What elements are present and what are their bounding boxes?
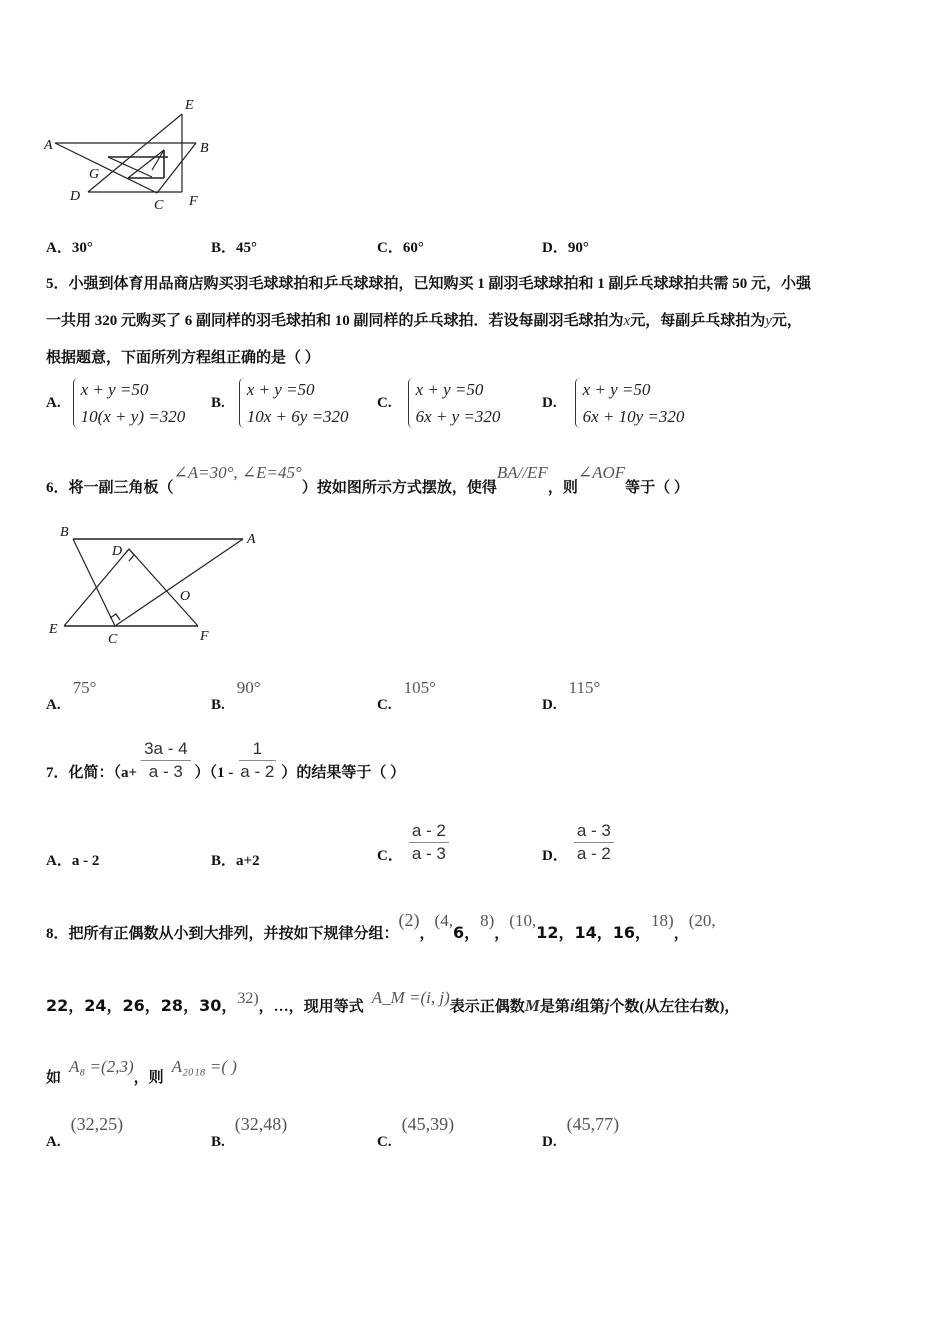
equation: 6x + y =320 <box>415 407 501 426</box>
equation-system <box>575 376 685 430</box>
equation: 10x + 6y =320 <box>246 407 349 426</box>
math-angles: ∠A=30°, ∠E=45° <box>173 463 302 482</box>
q6-option-d[interactable] <box>542 678 601 713</box>
group-1: (2) <box>398 910 420 930</box>
q5-stem-line-2 <box>46 309 802 330</box>
text: 元，每副乒乓球拍为 <box>630 313 766 329</box>
option-value: 90° <box>567 240 589 256</box>
text: 等于（ ） <box>625 480 689 496</box>
option-value: 30° <box>71 240 93 256</box>
group-4-close: 32) <box>237 990 259 1007</box>
q4-label-d: D <box>70 189 81 204</box>
option-label: C. <box>377 394 392 411</box>
fraction <box>409 820 449 865</box>
q6-label-c: C <box>108 632 118 647</box>
q4-label-b: B <box>200 141 209 156</box>
option-label: B． <box>211 240 237 256</box>
text: 6．将一副三角板（ <box>46 480 174 496</box>
q4-option-b[interactable] <box>211 236 257 257</box>
text: ， <box>419 924 435 942</box>
option-value: 105° <box>403 678 436 697</box>
option-label: D. <box>542 1134 557 1150</box>
numerator: 1 <box>239 738 276 761</box>
option-value: 75° <box>72 678 97 697</box>
option-value: (32,48) <box>234 1114 288 1134</box>
q5-stem-line-3: 根据题意，下面所列方程组正确的是（ ） <box>46 350 320 366</box>
q6-label-a: A <box>247 532 256 547</box>
group-4-numbers: 22，24，26，28，30， <box>46 996 238 1015</box>
text: ）的结果等于（ ） <box>281 765 406 781</box>
equation: x + y =50 <box>80 380 149 399</box>
q6-option-b[interactable] <box>211 678 261 713</box>
option-value: (45,77) <box>566 1114 620 1134</box>
q4-option-a[interactable] <box>46 236 93 257</box>
q7-stem <box>46 738 405 783</box>
option-value: (45,39) <box>401 1114 455 1134</box>
text: 组第 <box>574 999 605 1015</box>
q8-stem-line-3 <box>46 1056 237 1086</box>
option-value: 115° <box>568 678 601 697</box>
math-parallel: BA//EF <box>496 463 548 482</box>
var-i: i <box>569 996 575 1015</box>
text: 现用等式 <box>303 999 364 1015</box>
text: 是第 <box>539 999 570 1015</box>
q7-option-c[interactable] <box>377 820 449 865</box>
option-label: D. <box>542 697 557 713</box>
equation: x + y =50 <box>582 380 651 399</box>
q6-option-c[interactable] <box>377 678 436 713</box>
option-label: A. <box>46 697 61 713</box>
q5-option-b[interactable] <box>211 376 349 430</box>
math-query: A₂₀₁₈ =( ) <box>171 1057 237 1076</box>
option-value: 90° <box>236 678 261 697</box>
q6-label-f: F <box>200 629 209 644</box>
q8-stem-line-1 <box>46 908 716 942</box>
option-label: C． <box>377 848 403 864</box>
group-4-open: (20, <box>688 911 716 930</box>
q8-option-a[interactable] <box>46 1114 124 1150</box>
q4-label-g: G <box>89 167 100 182</box>
q6-label-d: D <box>112 544 123 559</box>
equation-system <box>239 376 349 430</box>
q5-option-d[interactable] <box>542 376 684 430</box>
option-label: D． <box>542 848 568 864</box>
option-label: C. <box>377 1134 392 1150</box>
text: ，则 <box>547 480 578 496</box>
q6-label-b: B <box>60 525 69 540</box>
text: ， <box>494 924 510 942</box>
var-j: j <box>604 996 610 1015</box>
q8-stem-line-2 <box>46 985 740 1015</box>
var-x: x <box>623 313 631 329</box>
q8-option-c[interactable] <box>377 1114 455 1150</box>
equation: 10(x + y) =320 <box>80 407 186 426</box>
q6-stem <box>46 462 689 496</box>
numerator: 3a - 4 <box>141 738 190 761</box>
q6-label-e: E <box>49 622 58 637</box>
math-angle-aof: ∠AOF <box>577 463 626 482</box>
text: 如 <box>46 1070 62 1086</box>
q4-option-c[interactable] <box>377 236 424 257</box>
option-label: A. <box>46 1134 61 1150</box>
group-3-open: (10, <box>509 911 537 930</box>
fraction-1-over-a-2 <box>237 738 277 783</box>
option-value: 45° <box>236 240 258 256</box>
q5-stem-line-1: 5．小强到体育用品商店购买羽毛球球拍和乒乓球球拍，已知购买 1 副羽毛球球拍和 1 副乒乓球球拍共需 50 元，小强 <box>46 276 812 292</box>
q7-option-b[interactable] <box>211 849 260 870</box>
option-value: a+2 <box>236 853 260 869</box>
q4-label-a: A <box>44 138 53 153</box>
q5-option-a[interactable] <box>46 376 185 430</box>
option-label: D. <box>542 394 557 411</box>
text: 元， <box>771 313 802 329</box>
text: 8．把所有正偶数从小到大排列，并按如下规律分组： <box>46 926 399 942</box>
equation: x + y =50 <box>415 380 484 399</box>
group-2-close: 8) <box>480 911 495 930</box>
equation-system <box>73 376 186 430</box>
q4-label-e: E <box>185 98 194 113</box>
q4-label-c: C <box>154 198 164 213</box>
text: ）（1 - <box>194 765 234 781</box>
math-example: A₈ =(2,3) <box>69 1057 134 1076</box>
q4-option-d[interactable] <box>542 236 589 257</box>
option-label: A. <box>46 394 61 411</box>
text: ，…， <box>258 999 304 1015</box>
denominator: a - 2 <box>576 844 611 863</box>
option-label: B． <box>211 853 237 869</box>
q4-label-f: F <box>189 194 198 209</box>
var-m: M <box>524 996 540 1015</box>
option-value: a - 2 <box>71 853 100 869</box>
text: ， <box>673 924 689 942</box>
option-label: A． <box>46 853 72 869</box>
q7-option-d[interactable] <box>542 820 614 865</box>
option-value: (32,25) <box>70 1114 124 1134</box>
numerator: a - 3 <box>574 820 614 843</box>
fraction <box>574 820 614 865</box>
fraction-3a-4-over-a-3 <box>141 738 190 783</box>
var-y: y <box>765 313 772 329</box>
q6-geometry-figure <box>40 515 270 650</box>
option-label: B. <box>211 394 225 411</box>
text: ，则 <box>133 1070 164 1086</box>
text: 一共用 320 元购买了 6 副同样的羽毛球拍和 10 副同样的乒乓球拍．若设每副羽毛球拍为 <box>46 313 624 329</box>
equation-system <box>408 376 501 430</box>
group-2-open: (4, <box>434 911 453 930</box>
equation: x + y =50 <box>246 380 315 399</box>
q8-option-d[interactable] <box>542 1114 620 1150</box>
equation: 6x + 10y =320 <box>582 407 685 426</box>
group-3-close: 18) <box>651 911 674 930</box>
numerator: a - 2 <box>409 820 449 843</box>
group-2-mid: 6， <box>452 923 481 942</box>
denominator: a - 2 <box>240 762 275 781</box>
denominator: a - 3 <box>411 844 446 863</box>
q6-option-a[interactable] <box>46 678 97 713</box>
group-3-mid: 12，14，16， <box>536 923 652 942</box>
option-label: D． <box>542 240 568 256</box>
text: 表示正偶数 <box>449 999 525 1015</box>
q6-label-o: O <box>180 589 191 604</box>
text: 个数 <box>609 999 640 1015</box>
text: (从左往右数)， <box>639 999 740 1015</box>
option-label: B. <box>211 1134 225 1150</box>
text: 7．化简：（a+ <box>46 765 138 781</box>
denominator: a - 3 <box>148 762 183 781</box>
option-value: 60° <box>402 240 424 256</box>
option-label: C. <box>377 697 392 713</box>
q4-geometry-figure <box>40 95 230 215</box>
q8-option-b[interactable] <box>211 1114 288 1150</box>
option-label: C． <box>377 240 403 256</box>
option-label: A． <box>46 240 72 256</box>
q7-option-a[interactable] <box>46 849 99 870</box>
q5-option-c[interactable] <box>377 376 500 430</box>
option-label: B. <box>211 697 225 713</box>
text: ）按如图所示方式摆放，使得 <box>301 480 497 496</box>
math-notation: A_M =(i, j) <box>371 988 450 1007</box>
